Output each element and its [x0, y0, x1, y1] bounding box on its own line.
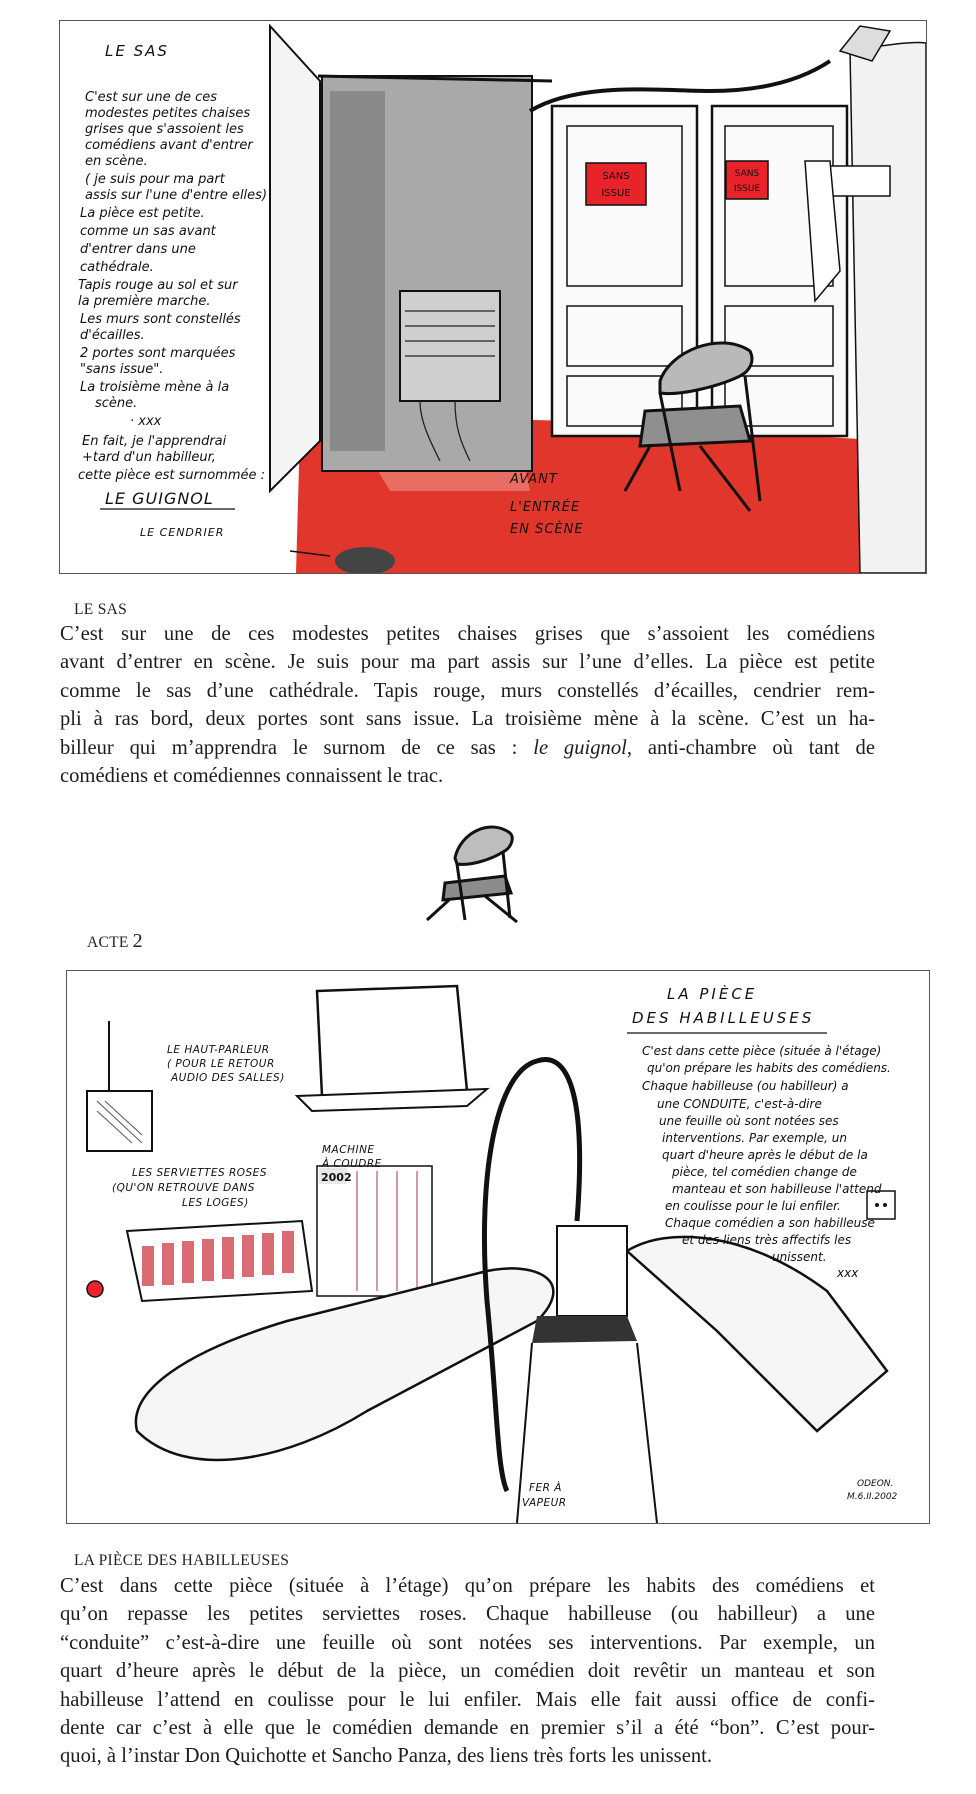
iron-label: FER À VAPEUR	[522, 1482, 567, 1509]
paragraph-habilleuses	[60, 1572, 875, 1771]
red-switch	[87, 1281, 103, 1297]
loudspeaker	[87, 1091, 152, 1151]
speaker-label: LE HAUT-PARLEUR ( POUR LE RETOUR AUDIO DES SALLES)	[167, 1044, 285, 1084]
caption-le-sas: LE SAS	[74, 601, 128, 618]
paragraph-line: dente car c’est à elle que le comédien demande en premier s’il a été “bon”. C’est pour-	[60, 1717, 875, 1740]
electrical-panel	[400, 291, 500, 401]
paragraph-line: pli à ras bord, deux portes sont sans issue. La troisième mène à la scène. C’est un ha-	[60, 708, 875, 731]
caption-habilleuses: LA PIÈCE DES HABILLEUSES	[74, 1552, 290, 1569]
act-heading	[87, 930, 143, 953]
door-sign-right-line2: ISSUE	[733, 184, 761, 194]
machine-label: MACHINE À COUDRE	[322, 1144, 382, 1170]
paragraph-line: billeur qui m’apprendra le surnom de ce sas : le guignol, anti-chambre où tant de	[60, 736, 875, 759]
paragraph-line: avant d’entrer en scène. Je suis pour ma part assis sur l’une d’elles. La pièce est petite	[60, 651, 875, 674]
paragraph-line: “conduite” c’est-à-dire une feuille où sont notées ses interventions. Par exemple, un	[60, 1631, 875, 1654]
steam-iron-station	[557, 1226, 627, 1316]
paragraph-line: quart d’heure après le début de la pièce, un comédien doit revêtir un manteau et son	[60, 1660, 875, 1683]
paragraph-le-sas	[60, 620, 875, 790]
sketch-habilleuses-drawing	[67, 971, 929, 1523]
paragraph-line: qu’on repasse les petites serviettes roses. Chaque habilleuse (ou habilleur) a une	[60, 1603, 875, 1626]
paragraph-line: habilleuse l’attend en coulisse pour le lui enfiler. Mais elle fait aussi office de confi-	[60, 1688, 875, 1711]
paragraph-line: C’est dans cette pièce (située à l’étage) qu’on prépare les habits des comédiens et	[60, 1575, 875, 1597]
sketch1-notes: C'est sur une de ces modestes petites chaises grises que s'assoient les comédiens avant d'entrer en scène. ( je suis pour ma part assis sur l'une d'entre elles) La pièce est petite. comme un sas avant d'entrer dans une cathédrale. Tapis rouge au sol et sur la première marche. Les murs sont constellés d'écailles. 2 portes sont marquées "sans issue". La troisième mène à la scène. · xxx En fait, je l'apprendrai +tard d'un habilleur, cette pièce est surnommée :	[78, 90, 268, 483]
sewing-machine-box	[317, 986, 467, 1096]
calendar	[317, 1166, 432, 1296]
sketch-le-sas-drawing	[60, 21, 926, 573]
paragraph-line: quoi, à l’instar Don Quichotte et Sancho Panza, des liens très forts les unissent.	[60, 1745, 713, 1768]
sketch2-notes: C'est dans cette pièce (située à l'étage) qu'on prépare les habits des comédiens. Chaque habilleuse (ou habilleur) a une CONDUITE, c'est-à-dire une feuille où sont notées ses interventions. Par exemple, un quart d'heure après le début de la pièce, tel comédien change de manteau et son habilleuse l'attend en coulisse pour le lui enfiler. Chaque comédien a son habilleuse et des liens très affectifs les unissent. xxx	[642, 1044, 891, 1280]
act-number: 2	[132, 930, 143, 952]
guignol-emphasis: le guignol	[533, 736, 627, 759]
sketch2-title: LA PIÈCE DES HABILLEUSES	[632, 985, 815, 1027]
towels-label: LES SERVIETTES ROSES (QU'ON RETROUVE DANS LES LOGES)	[112, 1167, 267, 1209]
chair-vignette	[415, 808, 535, 923]
sketch1-ashtray-label: LE CENDRIER	[140, 526, 225, 539]
door-sign-left-line1: SANS	[602, 171, 630, 182]
coat-rack	[830, 166, 890, 196]
sketch1-stage-note: AVANT L'ENTRÉE EN SCÈNE	[510, 472, 584, 537]
steam-iron	[532, 1316, 637, 1343]
paragraph-line: comme le sas d’une cathédrale. Tapis rouge, murs constellés d’écailles, cendrier rem-	[60, 679, 875, 702]
door-sign-left-line2: ISSUE	[601, 188, 631, 199]
sketch-habilleuses	[66, 970, 930, 1524]
paragraph-line: C’est sur une de ces modestes petites chaises grises que s’assoient les comédiens	[60, 623, 875, 645]
act-word: ACTE	[87, 934, 129, 951]
sketch1-nickname: LE GUIGNOL	[105, 489, 214, 508]
signature: ODEON. M.6.II.2002	[847, 1479, 898, 1502]
door-sign-right-line1: SANS	[734, 169, 760, 179]
paragraph-line: comédiens et comédiennes connaissent le trac.	[60, 765, 444, 788]
sketch1-notes-title: LE SAS	[105, 42, 169, 60]
sketch-le-sas	[59, 20, 927, 574]
calendar-year: 2002	[321, 1171, 352, 1184]
